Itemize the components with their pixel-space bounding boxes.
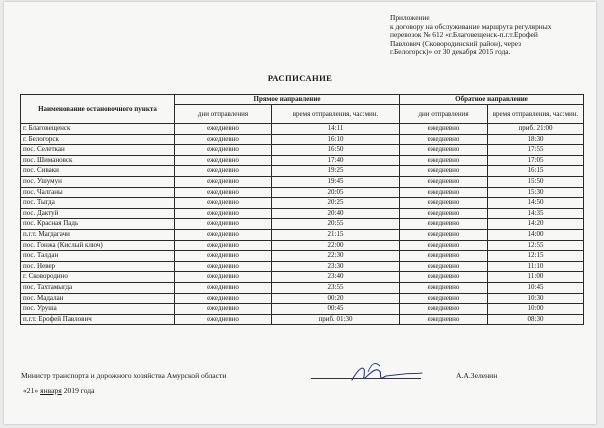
- reverse-days: ежедневно: [400, 187, 488, 198]
- forward-days: ежедневно: [175, 155, 272, 166]
- signer-name: А.А.Зеленин: [456, 371, 498, 380]
- forward-time: 16:50: [272, 145, 400, 156]
- reverse-time: 14:50: [488, 198, 584, 209]
- forward-days: ежедневно: [175, 198, 272, 209]
- forward-time: приб. 01:30: [272, 314, 400, 325]
- forward-days: ежедневно: [175, 314, 272, 325]
- forward-time: 23:55: [272, 282, 400, 293]
- reverse-time: 14:20: [488, 219, 584, 230]
- table-row: [21, 124, 584, 135]
- table-row: [21, 145, 584, 156]
- header-forward-time: время отправления, час:мин.: [272, 105, 400, 124]
- stop-name: г. Белогорск: [21, 134, 175, 145]
- stop-name: п.г.т. Магдагачи: [21, 229, 175, 240]
- appendix-line: к договору на обслуживание маршрута регулярных: [390, 21, 552, 31]
- reverse-days: ежедневно: [400, 124, 488, 135]
- handwritten-signature: [346, 358, 426, 388]
- signer-position: Министр транспорта и дорожного хозяйства Амурской области: [21, 371, 227, 380]
- header-forward-days: дни отправления: [175, 105, 272, 124]
- table-row: [21, 272, 584, 283]
- reverse-days: ежедневно: [400, 134, 488, 145]
- stop-name: п.г.т. Ерофей Павлович: [21, 314, 175, 325]
- forward-time: 23:40: [272, 272, 400, 283]
- appendix-line: перевозок № 612 «г.Благовещенск-п.г.т.Ерофей: [390, 30, 538, 40]
- forward-time: 19:45: [272, 176, 400, 187]
- page-title: РАСПИСАНИЕ: [267, 73, 333, 83]
- forward-time: 19:25: [272, 166, 400, 177]
- stop-name: пос. Красная Падь: [21, 219, 175, 230]
- reverse-time: 12:15: [488, 251, 584, 262]
- stop-name: пос. Шимановск: [21, 155, 175, 166]
- reverse-time: 11:00: [488, 272, 584, 283]
- appendix-note: [390, 14, 590, 57]
- forward-days: ежедневно: [175, 251, 272, 262]
- reverse-days: ежедневно: [400, 229, 488, 240]
- header-reverse-days: дни отправления: [400, 105, 488, 124]
- stop-name: пос. Ушумун: [21, 176, 175, 187]
- table-row: [21, 176, 584, 187]
- reverse-time: 16:15: [488, 166, 584, 177]
- reverse-time: 10:30: [488, 293, 584, 304]
- reverse-time: 08:30: [488, 314, 584, 325]
- forward-days: ежедневно: [175, 166, 272, 177]
- forward-days: ежедневно: [175, 187, 272, 198]
- stop-name: г. Благовещенск: [21, 124, 175, 135]
- stop-name: пос. Дактуй: [21, 208, 175, 219]
- table-row: [21, 261, 584, 272]
- signature-date: [23, 386, 95, 395]
- reverse-time: 15:30: [488, 187, 584, 198]
- reverse-time: 10:00: [488, 304, 584, 315]
- reverse-time: 14:00: [488, 229, 584, 240]
- reverse-days: ежедневно: [400, 198, 488, 209]
- reverse-days: ежедневно: [400, 166, 488, 177]
- table-row: [21, 198, 584, 209]
- forward-days: ежедневно: [175, 304, 272, 315]
- table-row: [21, 155, 584, 166]
- forward-time: 20:40: [272, 208, 400, 219]
- appendix-line: Павлович (Сковородинский район), через: [390, 38, 522, 48]
- forward-days: ежедневно: [175, 272, 272, 283]
- stop-name: пос. Уруша: [21, 304, 175, 315]
- reverse-time: 15:50: [488, 176, 584, 187]
- reverse-days: ежедневно: [400, 314, 488, 325]
- table-row: [21, 208, 584, 219]
- schedule-table: [20, 94, 584, 325]
- table-row: [21, 229, 584, 240]
- reverse-days: ежедневно: [400, 261, 488, 272]
- stop-name: пос. Селеткан: [21, 145, 175, 156]
- reverse-days: ежедневно: [400, 282, 488, 293]
- stop-name: пос. Чалганы: [21, 187, 175, 198]
- reverse-days: ежедневно: [400, 304, 488, 315]
- forward-days: ежедневно: [175, 208, 272, 219]
- forward-days: ежедневно: [175, 145, 272, 156]
- stop-name: пос. Тахтамыгда: [21, 282, 175, 293]
- reverse-days: ежедневно: [400, 145, 488, 156]
- forward-time: 22:00: [272, 240, 400, 251]
- forward-time: 23:30: [272, 261, 400, 272]
- forward-time: 16:10: [272, 134, 400, 145]
- table-row: [21, 282, 584, 293]
- forward-time: 21:15: [272, 229, 400, 240]
- date-day: «21»: [23, 386, 39, 395]
- appendix-line: г.Белогорск)» от 30 декабря 2015 года.: [390, 47, 511, 57]
- reverse-time: 14:35: [488, 208, 584, 219]
- forward-days: ежедневно: [175, 293, 272, 304]
- table-row: [21, 187, 584, 198]
- forward-days: ежедневно: [175, 134, 272, 145]
- forward-time: 14:11: [272, 124, 400, 135]
- forward-days: ежедневно: [175, 219, 272, 230]
- forward-days: ежедневно: [175, 176, 272, 187]
- stop-name: пос. Талдан: [21, 251, 175, 262]
- forward-time: 00:20: [272, 293, 400, 304]
- table-row: [21, 166, 584, 177]
- reverse-days: ежедневно: [400, 176, 488, 187]
- forward-time: 22:30: [272, 251, 400, 262]
- forward-time: 17:40: [272, 155, 400, 166]
- table-row: [21, 293, 584, 304]
- table-row: [21, 251, 584, 262]
- reverse-time: 17:55: [488, 145, 584, 156]
- reverse-days: ежедневно: [400, 155, 488, 166]
- stop-name: пос. Тыгда: [21, 198, 175, 209]
- stop-name: г. Сковородино: [21, 272, 175, 283]
- table-row: [21, 240, 584, 251]
- reverse-days: ежедневно: [400, 251, 488, 262]
- schedule-body: [21, 124, 584, 325]
- date-year: 2019 года: [63, 386, 95, 395]
- reverse-days: ежедневно: [400, 219, 488, 230]
- reverse-days: ежедневно: [400, 293, 488, 304]
- reverse-time: 11:10: [488, 261, 584, 272]
- forward-days: ежедневно: [175, 240, 272, 251]
- appendix-line: Приложение: [390, 13, 430, 22]
- stop-name: пос. Невер: [21, 261, 175, 272]
- forward-time: 20:55: [272, 219, 400, 230]
- forward-days: ежедневно: [175, 261, 272, 272]
- forward-days: ежедневно: [175, 282, 272, 293]
- table-row: [21, 219, 584, 230]
- reverse-days: ежедневно: [400, 272, 488, 283]
- stop-name: пос. Сиваки: [21, 166, 175, 177]
- forward-time: 00:45: [272, 304, 400, 315]
- document-page: [4, 2, 596, 424]
- reverse-time: 18:30: [488, 134, 584, 145]
- header-reverse-time: время отправления, час:мин.: [488, 105, 584, 124]
- header-stop: Наименование остановочного пункта: [21, 95, 175, 124]
- reverse-time: 10:45: [488, 282, 584, 293]
- forward-time: 20:25: [272, 198, 400, 209]
- reverse-time: 17:05: [488, 155, 584, 166]
- header-reverse: Обратное направление: [400, 95, 584, 105]
- date-month: января: [40, 386, 62, 395]
- forward-time: 20:05: [272, 187, 400, 198]
- reverse-time: приб. 21:00: [488, 124, 584, 135]
- header-forward: Прямое направление: [175, 95, 400, 105]
- table-row: [21, 134, 584, 145]
- stop-name: пос. Мадалан: [21, 293, 175, 304]
- reverse-days: ежедневно: [400, 240, 488, 251]
- reverse-time: 12:55: [488, 240, 584, 251]
- forward-days: ежедневно: [175, 124, 272, 135]
- table-row: [21, 304, 584, 315]
- table-row: [21, 314, 584, 325]
- forward-days: ежедневно: [175, 229, 272, 240]
- stop-name: пос. Гонжа (Кислый ключ): [21, 240, 175, 251]
- reverse-days: ежедневно: [400, 208, 488, 219]
